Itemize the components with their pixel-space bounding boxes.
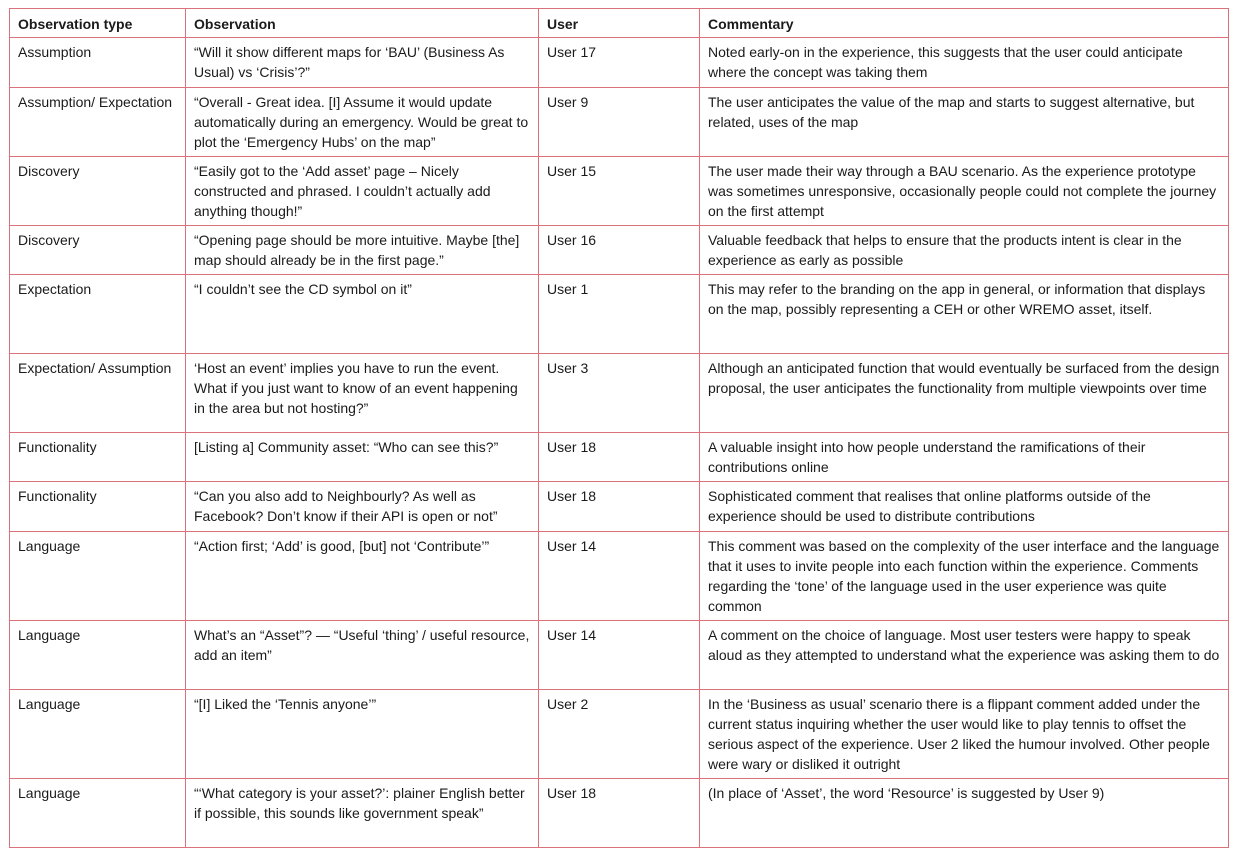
observation-cell: What’s an “Asset”? — “Useful ‘thing’ / useful resource, add an item” (186, 621, 539, 690)
observation-type-cell: Discovery (10, 157, 186, 226)
user-cell: User 18 (539, 779, 700, 848)
observation-cell: “‘What category is your asset?’: plainer English better if possible, this sounds like government speak” (186, 779, 539, 848)
table-row (10, 532, 1229, 621)
table-header-row (10, 9, 1229, 38)
commentary-cell: This comment was based on the complexity of the user interface and the language that it uses to invite people into each function within the experience. Comments regarding the ‘tone’ of the language used in the user experience was quite common (700, 532, 1229, 621)
table-row (10, 88, 1229, 157)
observation-cell: “Action first; ‘Add’ is good, [but] not ‘Contribute’” (186, 532, 539, 621)
observation-cell: “Easily got to the ‘Add asset’ page – Nicely constructed and phrased. I couldn’t actually add anything though!” (186, 157, 539, 226)
observation-type-cell: Language (10, 779, 186, 848)
commentary-cell: This may refer to the branding on the app in general, or information that displays on the map, possibly representing a CEH or other WREMO asset, itself. (700, 275, 1229, 354)
commentary-cell: A comment on the choice of language. Most user testers were happy to speak aloud as they attempted to understand what the experience was asking them to do (700, 621, 1229, 690)
header-observation-type: Observation type (10, 9, 186, 38)
table-row (10, 38, 1229, 88)
observation-type-cell: Expectation (10, 275, 186, 354)
table-row (10, 433, 1229, 482)
observation-type-cell: Expectation/ Assumption (10, 354, 186, 433)
observation-cell: “Opening page should be more intuitive. Maybe [the] map should already be in the first page.” (186, 226, 539, 275)
user-cell: User 18 (539, 482, 700, 532)
table-row (10, 157, 1229, 226)
user-cell: User 14 (539, 621, 700, 690)
table-row (10, 354, 1229, 433)
header-observation: Observation (186, 9, 539, 38)
user-cell: User 17 (539, 38, 700, 88)
table-row (10, 779, 1229, 848)
user-cell: User 1 (539, 275, 700, 354)
header-commentary: Commentary (700, 9, 1229, 38)
observation-type-cell: Functionality (10, 482, 186, 532)
table-row (10, 226, 1229, 275)
observation-type-cell: Language (10, 532, 186, 621)
user-cell: User 18 (539, 433, 700, 482)
observation-type-cell: Assumption (10, 38, 186, 88)
observation-type-cell: Language (10, 690, 186, 779)
observation-type-cell: Functionality (10, 433, 186, 482)
commentary-cell: (In place of ‘Asset’, the word ‘Resource’ is suggested by User 9) (700, 779, 1229, 848)
observation-cell: [Listing a] Community asset: “Who can see this?” (186, 433, 539, 482)
observation-cell: “Will it show different maps for ‘BAU’ (Business As Usual) vs ‘Crisis’?” (186, 38, 539, 88)
user-cell: User 14 (539, 532, 700, 621)
observation-type-cell: Language (10, 621, 186, 690)
header-user: User (539, 9, 700, 38)
table-row (10, 690, 1229, 779)
observations-table (9, 8, 1229, 848)
commentary-cell: In the ‘Business as usual’ scenario there is a flippant comment added under the current status inquiring whether the user would like to play tennis to offset the serious aspect of the experience. User 2 liked the humour involved. Other people were wary or disliked it outright (700, 690, 1229, 779)
commentary-cell: Sophisticated comment that realises that online platforms outside of the experience should be used to distribute contributions (700, 482, 1229, 532)
user-cell: User 9 (539, 88, 700, 157)
commentary-cell: Noted early-on in the experience, this suggests that the user could anticipate where the concept was taking them (700, 38, 1229, 88)
user-cell: User 15 (539, 157, 700, 226)
observation-type-cell: Assumption/ Expectation (10, 88, 186, 157)
observation-cell: ‘Host an event’ implies you have to run the event. What if you just want to know of an event happening in the area but not hosting?” (186, 354, 539, 433)
commentary-cell: The user made their way through a BAU scenario. As the experience prototype was sometimes unresponsive, occasionally people could not complete the journey on the first attempt (700, 157, 1229, 226)
observation-cell: “[I] Liked the ‘Tennis anyone’” (186, 690, 539, 779)
user-cell: User 2 (539, 690, 700, 779)
user-cell: User 3 (539, 354, 700, 433)
observation-type-cell: Discovery (10, 226, 186, 275)
commentary-cell: A valuable insight into how people understand the ramifications of their contributions online (700, 433, 1229, 482)
observation-cell: “I couldn’t see the CD symbol on it” (186, 275, 539, 354)
table-row (10, 482, 1229, 532)
table-row (10, 275, 1229, 354)
observation-cell: “Overall - Great idea. [I] Assume it would update automatically during an emergency. Would be great to plot the ‘Emergency Hubs’ on the map” (186, 88, 539, 157)
commentary-cell: The user anticipates the value of the map and starts to suggest alternative, but related, uses of the map (700, 88, 1229, 157)
commentary-cell: Although an anticipated function that would eventually be surfaced from the design proposal, the user anticipates the functionality from multiple viewpoints over time (700, 354, 1229, 433)
user-cell: User 16 (539, 226, 700, 275)
commentary-cell: Valuable feedback that helps to ensure that the products intent is clear in the experience as early as possible (700, 226, 1229, 275)
table-row (10, 621, 1229, 690)
observation-cell: “Can you also add to Neighbourly? As well as Facebook? Don’t know if their API is open or not” (186, 482, 539, 532)
